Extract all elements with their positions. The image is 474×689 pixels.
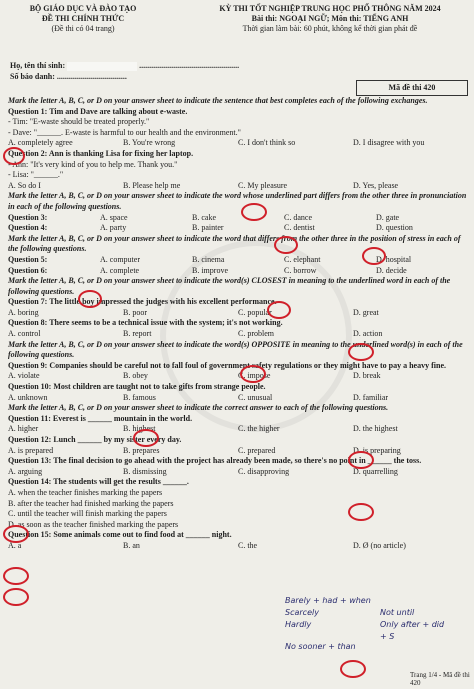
handwriting-note-5: Not until: [380, 608, 415, 617]
q6-label: Question 6:: [8, 265, 48, 275]
answer-circle-q14: [3, 588, 29, 606]
q10-options: [8, 393, 468, 404]
q4-options: [8, 223, 468, 234]
q7-stem: Question 7: The little boy impressed the judges with his excellent performance.: [8, 297, 277, 307]
q13-d: D. quarrelling: [353, 466, 398, 476]
q7-c: C. popular: [238, 307, 272, 317]
redaction-block: [67, 62, 137, 71]
q11-b: B. highest: [123, 424, 156, 434]
q13-b: B. dismissing: [123, 466, 167, 476]
q1-line1: - Tim: "E-waste should be treated properly.": [8, 117, 150, 127]
q5-a: A. computer: [100, 254, 140, 264]
name-label: Họ, tên thí sinh:: [10, 61, 66, 70]
q14-stem: Question 14: The students will get the results ______.: [8, 477, 189, 487]
q2-options: [8, 181, 468, 192]
q7-a: A. boring: [8, 307, 39, 317]
q1-options: [8, 138, 468, 149]
q2-line1: - Ann: "It's very kind of you to help me. Thank you.": [8, 159, 178, 169]
q3-c: C. dance: [284, 212, 312, 222]
q3-label: Question 3:: [8, 212, 48, 222]
handwriting-note-4: No sooner + than: [285, 642, 356, 651]
q10-b: B. famous: [123, 392, 156, 402]
header-left: [8, 4, 158, 34]
answer-circle-q3: [274, 236, 298, 254]
q9-c: C. impose: [238, 371, 271, 381]
q11-options: [8, 424, 468, 435]
page-count: (Đề thi có 04 trang): [51, 24, 115, 33]
answer-circle-q4: [362, 247, 386, 265]
q14-a: A. when the teacher finishes marking the papers: [8, 487, 163, 497]
page-footer: Trang 1/4 - Mã đề thi 420: [410, 671, 470, 687]
handwriting-note-2: Scarcely: [285, 608, 319, 617]
q14-c: C. until the teacher will finish marking the papers: [8, 509, 167, 519]
answer-circle-q7: [348, 343, 374, 361]
q9-d: D. break: [353, 371, 381, 381]
q2-stem: Question 2: Ann is thanking Lisa for fixing her laptop.: [8, 148, 194, 158]
q4-c: C. dentist: [284, 223, 315, 233]
q6-a: A. complete: [100, 265, 140, 275]
q9-b: B. obey: [123, 371, 148, 381]
answer-circle-q10: [348, 451, 374, 469]
q2-b: B. Please help me: [123, 180, 181, 190]
q12-options: [8, 446, 468, 457]
q4-a: A. party: [100, 223, 127, 233]
q15-c: C. the: [238, 540, 258, 550]
q15-a: A. a: [8, 540, 22, 550]
official-label: ĐỀ THI CHÍNH THỨC: [41, 14, 125, 23]
q4-d: D. question: [376, 223, 413, 233]
handwriting-note-7: + S: [380, 632, 395, 641]
q2-line2: - Lisa: "______.": [8, 170, 64, 180]
q12-b: B. prepares: [123, 445, 160, 455]
q8-c: C. problem: [238, 329, 274, 339]
header-right: [190, 4, 470, 34]
q9-options: [8, 371, 468, 382]
q3-b: B. cake: [192, 212, 216, 222]
q5-label: Question 5:: [8, 254, 48, 264]
q12-d: D. is preparing: [353, 445, 401, 455]
q15-options: [8, 541, 468, 552]
q8-d: D. action: [353, 329, 383, 339]
answer-circle-q5: [78, 290, 102, 308]
q5-c: C. elephant: [284, 254, 321, 264]
answer-circle-q12: [3, 525, 29, 543]
answer-circle-q2: [241, 203, 267, 221]
q11-d: D. the highest: [353, 424, 398, 434]
q12-stem: Question 12: Lunch ______ by my sister every day.: [8, 435, 182, 444]
q5-d: D. hospital: [376, 254, 412, 264]
q8-options: [8, 329, 468, 340]
instruction-4: Mark the letter A, B, C, or D on your answer sheet to indicate the word(s) CLOSEST in meaning to the underlined word in each of the following questions.: [8, 276, 451, 296]
q3-options: [8, 213, 468, 224]
ministry-name: BỘ GIÁO DỤC VÀ ĐÀO TẠO: [29, 4, 137, 13]
q10-d: D. familiar: [353, 392, 389, 402]
q5-options: [8, 255, 468, 266]
q8-stem: Question 8: There seems to be a technical issue with the system; it's not working.: [8, 318, 283, 328]
answer-circle-q8: [240, 365, 266, 383]
q11-stem: Question 11: Everest is ______ mountain in the world.: [8, 413, 193, 423]
q5-b: B. cinema: [192, 254, 225, 264]
q15-d: D. Ø (no article): [353, 540, 406, 550]
q10-c: C. unusual: [238, 392, 273, 402]
handwriting-note-3: Hardly: [285, 620, 312, 629]
time-note: Thời gian làm bài: 60 phút, không kể thời gian phát đề: [242, 24, 418, 33]
q6-c: C. borrow: [284, 265, 317, 275]
q1-b: B. You're wrong: [123, 138, 176, 148]
q3-d: D. gate: [376, 212, 400, 222]
q6-d: D. decide: [376, 265, 407, 275]
q13-c: C. disapproving: [238, 466, 290, 476]
q2-c: C. My pleasure: [238, 180, 288, 190]
number-label: Số báo danh:: [10, 72, 55, 81]
instruction-1: Mark the letter A, B, C, or D on your answer sheet to indicate the sentence that best completes each of the following exchanges.: [8, 96, 428, 105]
q14-d: D. as soon as the teacher finished marking the papers: [8, 519, 179, 529]
answer-circle-q15: [340, 660, 366, 678]
answer-circle-q11: [348, 503, 374, 521]
q11-c: C. the higher: [238, 424, 280, 434]
q1-a: A. completely agree: [8, 138, 73, 148]
q15-b: B. an: [123, 540, 140, 550]
answer-circle-q9: [133, 429, 159, 447]
q10-stem: Question 10: Most children are taught not to take gifts from strange people.: [8, 382, 266, 392]
exam-title: KỲ THI TỐT NGHIỆP TRUNG HỌC PHỔ THÔNG NĂM 2024: [219, 4, 441, 13]
handwriting-note-1: Barely + had + when: [285, 596, 371, 605]
instruction-6: Mark the letter A, B, C, or D on your answer sheet to indicate the correct answer to each of the following questions.: [8, 403, 389, 413]
exam-code-box: Mã đề thi 420: [356, 80, 468, 96]
q8-b: B. report: [123, 329, 152, 339]
q8-a: A. control: [8, 329, 41, 339]
answer-circle-q1: [3, 147, 25, 165]
q2-a: A. So do I: [8, 180, 41, 190]
q6-options: [8, 266, 468, 277]
answer-circle-q13: [3, 567, 29, 585]
q7-d: D. great: [353, 307, 379, 317]
q1-line2: - Dave: "______. E-waste is harmful to our health and the environment.": [8, 127, 241, 137]
instruction-2: Mark the letter A, B, C, or D on your answer sheet to indicate the word whose underlined part differs from the other three in pronunciation in each of the following questions.: [8, 191, 467, 211]
q1-c: C. I don't think so: [238, 138, 296, 148]
q10-a: A. unknown: [8, 392, 48, 402]
handwriting-note-6: Only after + did: [380, 620, 445, 629]
q1-stem: Question 1: Tim and Dave are talking about e-waste.: [8, 106, 188, 116]
q6-b: B. improve: [192, 265, 228, 275]
q11-a: A. higher: [8, 424, 39, 434]
q7-b: B. poor: [123, 307, 147, 317]
q3-a: A. space: [100, 212, 128, 222]
q9-stem: Question 9: Companies should be careful not to fall foul of government safety regulations or they might have to pay a heavy fine.: [8, 360, 446, 370]
instruction-3: Mark the letter A, B, C, or D on your answer sheet to indicate the word that differs from the other three in the position of stress in each of the following questions.: [8, 233, 461, 254]
candidate-info: Họ, tên thí sinh: .................................................. Số báo danh: ...................................: [10, 61, 240, 81]
q1-d: D. I disagree with you: [353, 138, 425, 148]
q9-a: A. violate: [8, 371, 40, 381]
q14-b: B. after the teacher had finished marking the papers: [8, 498, 174, 508]
q12-a: A. is prepared: [8, 445, 54, 455]
q15-stem: Question 15: Some animals come out to find food at ______ night.: [8, 530, 232, 540]
q12-c: C. prepared: [238, 445, 276, 455]
question-body: [8, 96, 468, 552]
q4-label: Question 4:: [8, 223, 48, 233]
q2-d: D. Yes, please: [353, 180, 399, 190]
answer-circle-q6: [267, 301, 291, 319]
q7-options: [8, 308, 468, 319]
q13-stem: Question 13: The final decision to go ahead with the project has already been made, so there's no point in ______ the toss.: [8, 456, 422, 466]
subject-title: Bài thi: NGOẠI NGỮ; Môn thi: TIẾNG ANH: [251, 14, 409, 23]
q13-a: A. arguing: [8, 466, 43, 476]
q13-options: [8, 467, 468, 478]
instruction-5: Mark the letter A, B, C, or D on your answer sheet to indicate the word(s) OPPOSITE in meaning to the underlined word(s) in each of the following questions.: [8, 339, 463, 360]
q4-b: B. painter: [192, 223, 224, 233]
